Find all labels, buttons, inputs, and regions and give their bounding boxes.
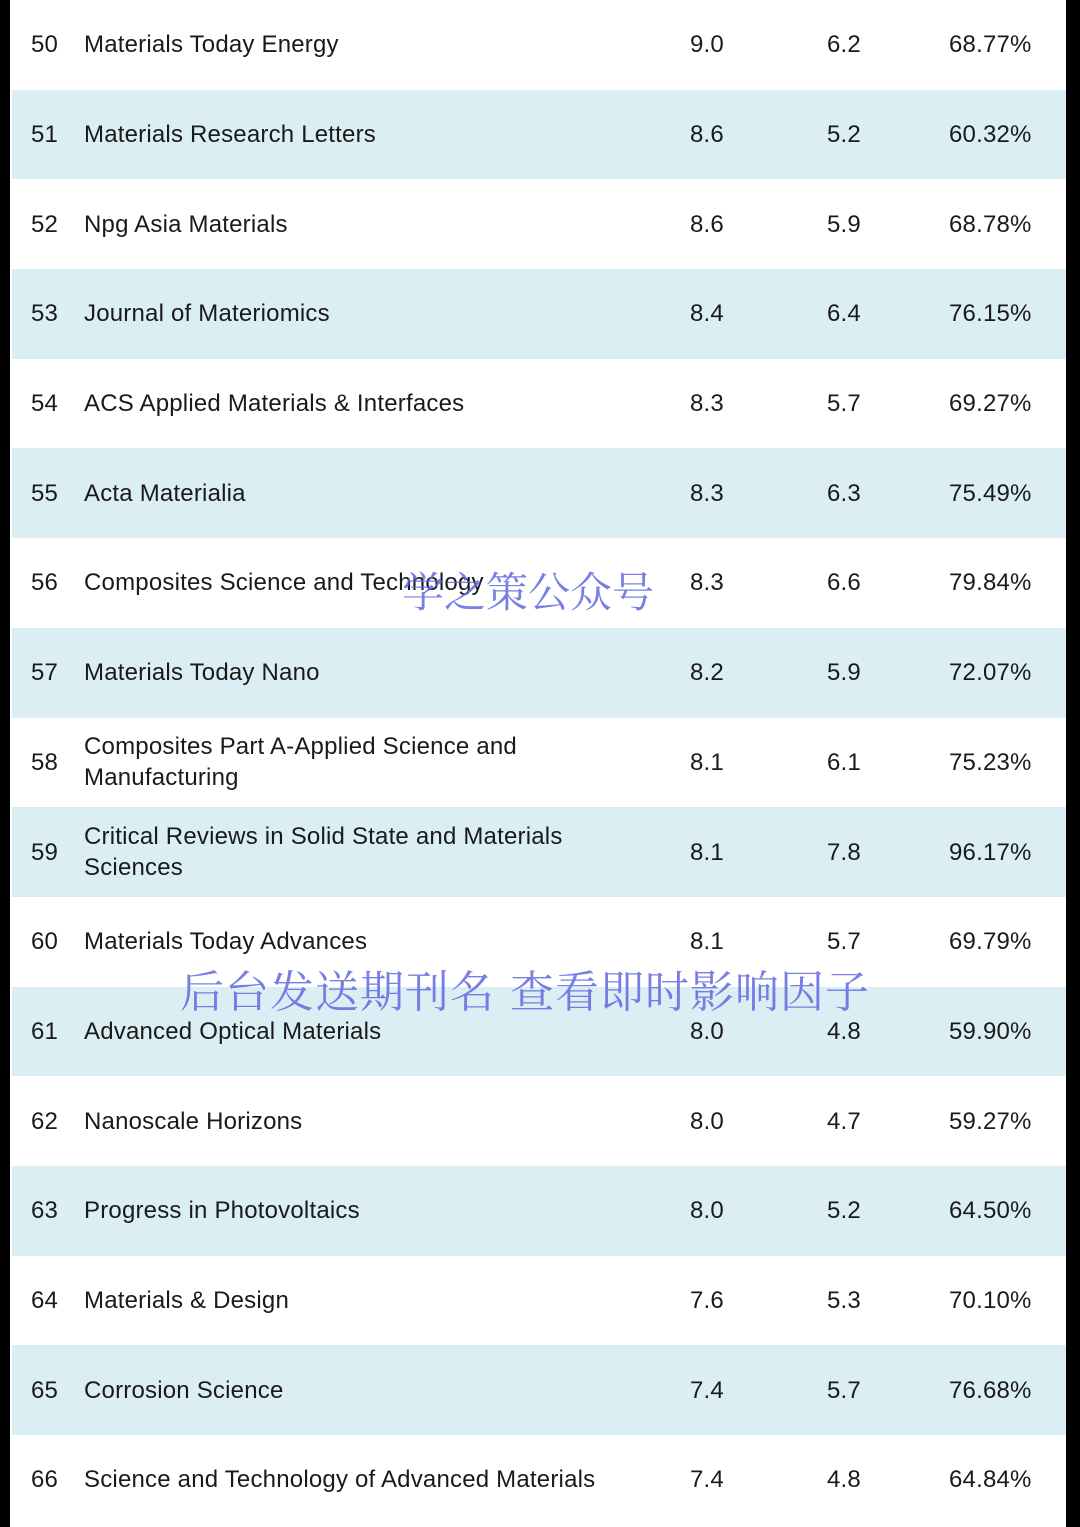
- table-row: [12, 179, 1066, 269]
- right-border: [1066, 0, 1080, 1527]
- journal-name-cell: Advanced Optical Materials: [84, 1017, 382, 1045]
- left-border: [0, 0, 10, 1527]
- citescore-cell: 5.7: [827, 928, 861, 956]
- percentile-cell: 68.77%: [949, 31, 1032, 59]
- percentile-cell: 60.32%: [949, 121, 1032, 149]
- journal-name-cell: Journal of Materiomics: [84, 300, 330, 328]
- impact-factor-cell: 8.0: [690, 1197, 724, 1225]
- rank-cell: 58: [31, 748, 59, 776]
- rank-cell: 64: [31, 1286, 59, 1314]
- percentile-cell: 96.17%: [949, 838, 1032, 866]
- journal-name-cell: Composites Science and Technology: [84, 569, 484, 597]
- table-row: [12, 1166, 1066, 1256]
- citescore-cell: 5.2: [827, 121, 861, 149]
- table-row: [12, 1076, 1066, 1166]
- percentile-cell: 76.68%: [949, 1376, 1032, 1404]
- table-row: [12, 1345, 1066, 1435]
- rank-cell: 66: [31, 1466, 59, 1494]
- rank-cell: 54: [31, 390, 59, 418]
- impact-factor-cell: 8.3: [690, 479, 724, 507]
- journal-name-cell: Composites Part A-Applied Science and Manufacturing: [84, 733, 517, 792]
- rank-cell: 51: [31, 121, 59, 149]
- journal-name-cell: Npg Asia Materials: [84, 210, 288, 238]
- impact-factor-cell: 8.1: [690, 838, 724, 866]
- percentile-cell: 69.27%: [949, 390, 1032, 418]
- rank-cell: 57: [31, 659, 59, 687]
- journal-name-cell: Materials Today Energy: [84, 31, 339, 59]
- citescore-cell: 5.7: [827, 390, 861, 418]
- impact-factor-cell: 8.6: [690, 210, 724, 238]
- percentile-cell: 75.23%: [949, 748, 1032, 776]
- citescore-cell: 5.2: [827, 1197, 861, 1225]
- impact-factor-cell: 8.0: [690, 1017, 724, 1045]
- journal-ranking-table: [12, 0, 1066, 1525]
- rank-cell: 55: [31, 479, 59, 507]
- impact-factor-cell: 8.4: [690, 300, 724, 328]
- percentile-cell: 72.07%: [949, 659, 1032, 687]
- impact-factor-cell: 8.3: [690, 569, 724, 597]
- citescore-cell: 4.8: [827, 1466, 861, 1494]
- watermark-official-account: 学之策公众号: [402, 568, 655, 617]
- table-row: [12, 718, 1066, 808]
- citescore-cell: 7.8: [827, 838, 861, 866]
- impact-factor-cell: 9.0: [690, 31, 724, 59]
- table-row: [12, 538, 1066, 628]
- percentile-cell: 69.79%: [949, 928, 1032, 956]
- journal-name-cell: Science and Technology of Advanced Materials: [84, 1466, 596, 1494]
- journal-name-cell: Acta Materialia: [84, 479, 246, 507]
- rank-cell: 53: [31, 300, 59, 328]
- citescore-cell: 5.3: [827, 1286, 861, 1314]
- impact-factor-cell: 8.0: [690, 1107, 724, 1135]
- table-row: [12, 897, 1066, 987]
- table-row: [12, 90, 1066, 180]
- journal-name-cell: Materials & Design: [84, 1286, 290, 1314]
- journal-name-cell: Critical Reviews in Solid State and Materials Sciences: [84, 823, 563, 882]
- rank-cell: 62: [31, 1107, 59, 1135]
- table-row: [12, 0, 1066, 90]
- percentile-cell: 59.90%: [949, 1017, 1032, 1045]
- citescore-cell: 6.3: [827, 479, 861, 507]
- journal-name-cell: Materials Today Nano: [84, 659, 320, 687]
- percentile-cell: 75.49%: [949, 479, 1032, 507]
- table-row: [12, 359, 1066, 449]
- citescore-cell: 6.1: [827, 748, 861, 776]
- rank-cell: 52: [31, 210, 59, 238]
- journal-name-cell: Progress in Photovoltaics: [84, 1197, 360, 1225]
- percentile-cell: 76.15%: [949, 300, 1032, 328]
- rank-cell: 61: [31, 1017, 59, 1045]
- rank-cell: 59: [31, 838, 59, 866]
- citescore-cell: 6.4: [827, 300, 861, 328]
- citescore-cell: 4.8: [827, 1017, 861, 1045]
- citescore-cell: 6.6: [827, 569, 861, 597]
- rank-cell: 63: [31, 1197, 59, 1225]
- impact-factor-cell: 8.1: [690, 748, 724, 776]
- percentile-cell: 68.78%: [949, 210, 1032, 238]
- impact-factor-cell: 7.4: [690, 1376, 724, 1404]
- impact-factor-cell: 7.4: [690, 1466, 724, 1494]
- table-row: [12, 628, 1066, 718]
- journal-name-cell: Materials Research Letters: [84, 121, 376, 149]
- citescore-cell: 6.2: [827, 31, 861, 59]
- watermark-instruction: 后台发送期刊名 查看即时影响因子: [180, 967, 870, 1018]
- rank-cell: 50: [31, 31, 59, 59]
- table-row: [12, 1256, 1066, 1346]
- percentile-cell: 59.27%: [949, 1107, 1032, 1135]
- impact-factor-cell: 8.1: [690, 928, 724, 956]
- rank-cell: 56: [31, 569, 59, 597]
- journal-name-cell: Corrosion Science: [84, 1376, 284, 1404]
- percentile-cell: 64.50%: [949, 1197, 1032, 1225]
- percentile-cell: 70.10%: [949, 1286, 1032, 1314]
- table-row: [12, 1435, 1066, 1525]
- citescore-cell: 4.7: [827, 1107, 861, 1135]
- citescore-cell: 5.7: [827, 1376, 861, 1404]
- rank-cell: 65: [31, 1376, 59, 1404]
- impact-factor-cell: 7.6: [690, 1286, 724, 1314]
- percentile-cell: 64.84%: [949, 1466, 1032, 1494]
- journal-name-cell: Materials Today Advances: [84, 928, 368, 956]
- impact-factor-cell: 8.3: [690, 390, 724, 418]
- percentile-cell: 79.84%: [949, 569, 1032, 597]
- table-row: [12, 269, 1066, 359]
- rank-cell: 60: [31, 928, 59, 956]
- table-row: [12, 987, 1066, 1077]
- table-row: [12, 807, 1066, 897]
- citescore-cell: 5.9: [827, 659, 861, 687]
- journal-name-cell: ACS Applied Materials & Interfaces: [84, 390, 465, 418]
- impact-factor-cell: 8.6: [690, 121, 724, 149]
- citescore-cell: 5.9: [827, 210, 861, 238]
- impact-factor-cell: 8.2: [690, 659, 724, 687]
- table-row: [12, 448, 1066, 538]
- journal-name-cell: Nanoscale Horizons: [84, 1107, 303, 1135]
